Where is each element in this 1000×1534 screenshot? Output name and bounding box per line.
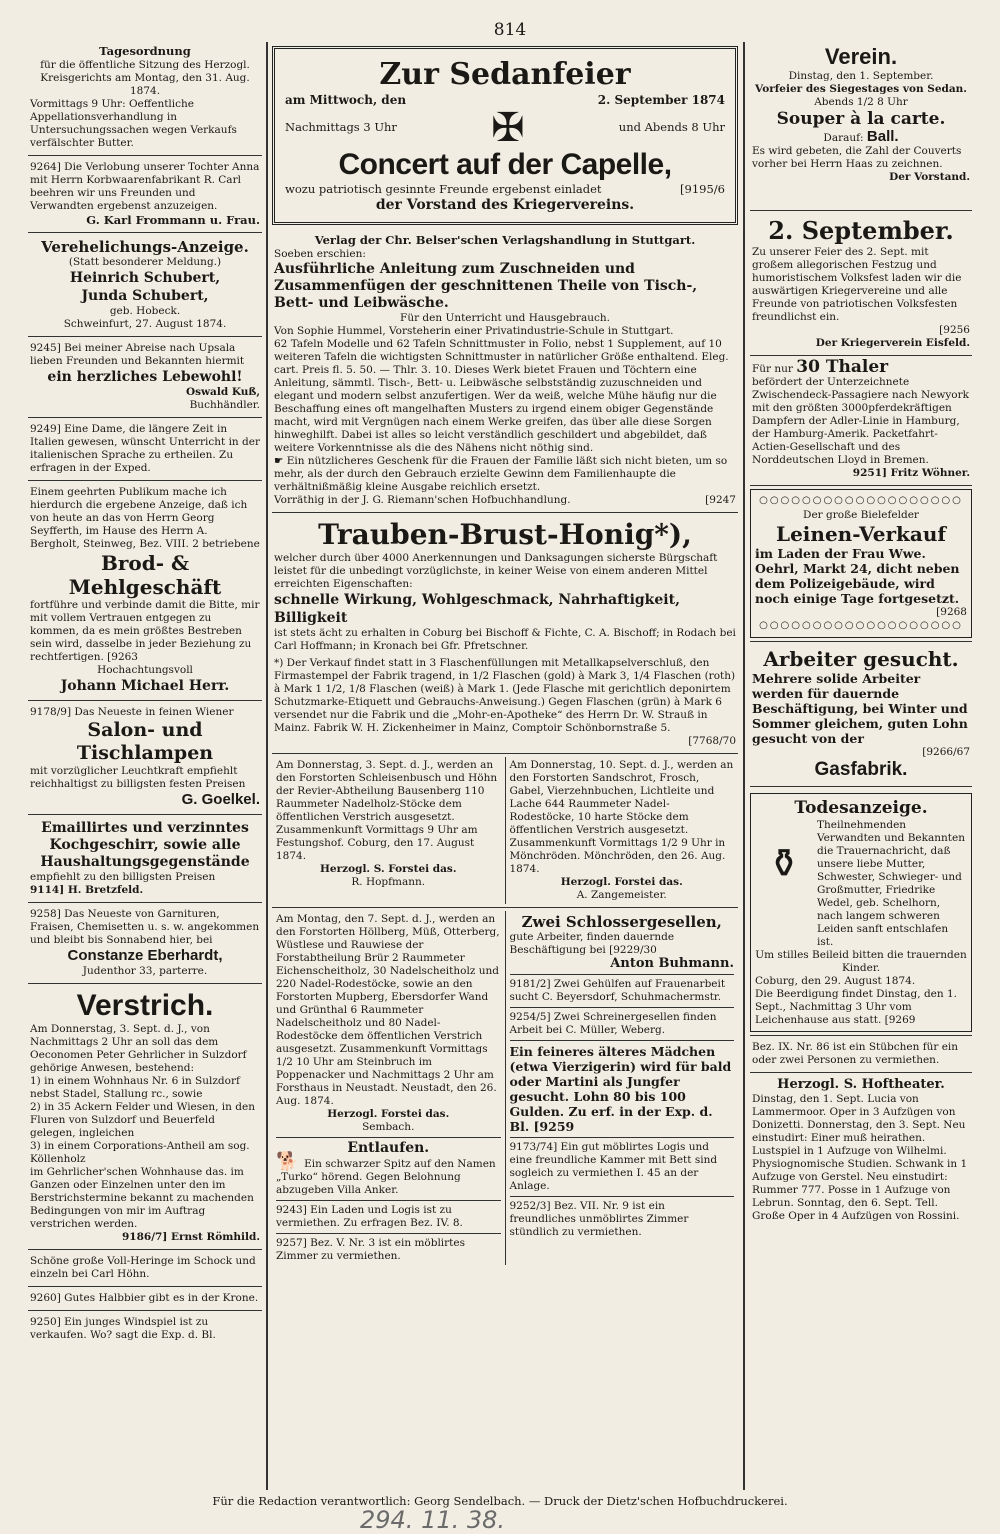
ad-headline: Zwei Schlossergesellen, [521, 912, 722, 931]
ad-head: Verlag der Chr. Belser'schen Verlagshandlung in Stuttgart. [314, 233, 696, 248]
divider [510, 1040, 735, 1041]
divider [272, 907, 738, 908]
ad-headline: Herzogl. S. Hoftheater. [777, 1077, 945, 1093]
tagesordnung-notice [28, 42, 262, 152]
ad-text: Zu unserer Feier des 2. Sept. mit großem allegorischen Festzug und humoristischem Volksfest laden wir die auswärtigen Kriegervereine und alle Freunde von patriotischen Volksfesten freundlichst ein. [752, 246, 962, 323]
verstrich-notice [28, 987, 262, 1246]
ad-text: welcher durch über 4000 Anerkennungen und Danksagungen sicherste Bürgschaft leistet für die unbedingt vorzüglichste, in keiner Weise von einem anderen Mittel erreichten Eigenschaften: [274, 551, 718, 590]
divider [276, 1137, 501, 1138]
forst-notice [506, 757, 739, 904]
pencil-note: 294. 11. 38. [360, 1506, 506, 1534]
ad-text: Vorräthig in der J. G. Riemann'schen Hofbuchhandlung. [274, 493, 571, 506]
notice-text: 9245] Bei meiner Abreise nach Upsala lieben Freunden und Bekannten hiermit [30, 342, 245, 368]
ad-text: mit vorzüglicher Leuchtkraft empfiehlt reichhaltigst zu billigsten festen Preisen [30, 765, 246, 791]
verehelichung-notice [28, 236, 262, 333]
column-middle [272, 42, 738, 1490]
notice-sub: (Statt besonderer Meldung.) [68, 256, 222, 269]
ad-signature: Der Vorstand. [889, 171, 970, 183]
lower-row [272, 911, 738, 1266]
iron-cross-icon: ✠ [491, 104, 525, 151]
notice-signature: Herzogl. S. Forstei das. [320, 862, 457, 875]
ad-signature: Anton Buhmann. [610, 955, 734, 971]
emaille-ad [28, 818, 262, 899]
ornament-border: ○○○○○○○○○○○○○○○○○○○ [759, 619, 963, 631]
divider [28, 336, 262, 337]
notice-title: Entlaufen. [347, 1139, 430, 1156]
ad-headline: Brod- & Mehlgeschäft [68, 551, 222, 600]
ad-text: Dinstag, den 1. Sept. Lucia von Lammermoor. Oper in 3 Aufzügen von Donizetti. Donnerstag, den 3. Sept. Neu einstudirt: Einer muß heirathen. Lustspiel in 1 Aufzuge von Wilhelmi. Physiognomische Studien. Schwank in 1 Aufzuge von Gerstel. Neu einstudirt: Rummer 777. Posse in 1 Aufzuge von Lebrun. Sonntag, den 6. Sept. Tell. Große Oper in 4 Aufzügen von Rossini. [752, 1092, 968, 1222]
notice-title: Todesanzeige. [794, 798, 928, 819]
divider [750, 1035, 972, 1036]
ad-headline: Arbeiter gesucht. [763, 647, 959, 672]
laden-ad: 9243] Ein Laden und Logis ist zu vermiethen. Zu erfragen Bez. IV. 8. [276, 1204, 463, 1230]
sedanfeier-ad [272, 46, 738, 225]
ad-gift: Ein nützlicheres Geschenk für die Frauen der Familie läßt sich nicht bieten, um so mehr, als der durch den Gebrauch erzielte Gewinn dem Familienhaupte die verhältnißmäßig kleine Ausgabe reichlich ersetzt. [274, 454, 728, 493]
ad-text [274, 455, 736, 494]
ad-ref: [9247 [705, 493, 736, 506]
divider [510, 1137, 735, 1138]
ad-ref: [9268 [936, 605, 967, 618]
ad-big: Concert auf der Capelle, [338, 147, 672, 181]
ad-date: 2. September 1874 [597, 93, 725, 107]
ad-time: Abends 1/2 8 Uhr [814, 96, 908, 108]
divider [276, 1200, 501, 1201]
forst-row [272, 757, 738, 904]
verlobung-notice [28, 159, 262, 230]
maedchen-ad: Ein feineres älteres Mädchen (etwa Vierzigerin) wird für bald oder Martini als Jungfer gesucht. Lohn 80 bis 100 Gulden. Zu erf. in der Exp. d. Bl. [9259 [509, 1044, 732, 1135]
divider [28, 983, 262, 984]
divider [272, 753, 738, 754]
notice-signature: Buchhändler. [189, 399, 260, 412]
notice-signature: Herzogl. Forstei das. [560, 875, 683, 888]
divider [28, 417, 262, 418]
divider [28, 814, 262, 815]
abreise-notice [28, 340, 262, 414]
lower-right [506, 911, 739, 1266]
ad-head: Vorfeier des Siegestages von Sedan. [755, 83, 967, 95]
ad-signature: G. Goelkel. [181, 791, 260, 809]
ad-address: Judenthor 33, parterre. [82, 965, 208, 978]
windspiel-ad: 9250] Ein junges Windspiel ist zu verkaufen. Wo? sagt die Exp. d. Bl. [30, 1316, 216, 1342]
lower-left [272, 911, 506, 1266]
divider [750, 786, 972, 787]
theater-ad [750, 1076, 972, 1225]
name-line: geb. Hobeck. [109, 305, 181, 318]
ad-text: im Laden der Frau Wwe. Oehrl, Markt 24, dicht neben dem Polizeigebäude, wird noch einige Tage fortgesetzt. [755, 545, 960, 606]
ad-text: Mehrere solide Arbeiter werden für dauernde Beschäftigung, bei Winter und Sommer gleichem, guten Lohn gesucht von der [752, 671, 968, 747]
ad-text: 9178/9] Das Neueste in feinen Wiener [30, 706, 234, 719]
ad-headline: Emaillirtes und verzinntes Kochgeschirr, sowie alle Haushaltungsgegenstände [40, 820, 250, 871]
grave-monument-icon: ⚱ [767, 841, 801, 888]
ad-time: und Abends 8 Uhr [618, 120, 725, 135]
notice-bitte: Um stilles Beileid bitten die trauernden Kinder. [755, 949, 967, 975]
column-divider [266, 42, 268, 1490]
ornament-border: ○○○○○○○○○○○○○○○○○○○ [759, 495, 963, 506]
honig-ad [272, 516, 738, 750]
ad-signature: Constanze Eberhardt, [67, 947, 223, 965]
divider [28, 155, 262, 156]
divider [750, 210, 972, 211]
ad-text: 9258] Das Neueste von Garnituren, Fraisen, Chemisetten u. s. w. angekommen und bleibt bis Sonnabend hier, bei [30, 908, 260, 947]
divider [510, 1007, 735, 1008]
notice-name: A. Zangemeister. [576, 888, 667, 901]
divider [510, 974, 735, 975]
divider [28, 1310, 262, 1311]
ad-props: schnelle Wirkung, Wohlgeschmack, Nahrhaftigkeit, Billigkeit [274, 591, 680, 626]
verein-ad [750, 42, 972, 186]
entlaufen-text: Ein schwarzer Spitz auf den Namen „Turko“ hörend. Gegen Belohnung abzugeben Villa Anker. [276, 1158, 496, 1197]
notice-text: Theilnehmenden Verwandten und Bekannten die Trauernachricht, daß unsere liebe Mutter, Schwester, Schwieger- und Großmutter, Friedrike Wedel, geb. Schelhorn, nach langem schweren Leiden sanft entschlafen ist. [817, 819, 965, 949]
ad-text: Für den Unterricht und Hausgebrauch. [400, 311, 610, 324]
place-date: Schweinfurt, 27. August 1874. [63, 318, 227, 331]
ad-souper: Souper à la carte. [776, 109, 946, 129]
notice-item: 2) in 35 Ackern Felder und Wiesen, in den Fluren von Sulzdorf und Beuerfeld gelegen, ingleichen [30, 1101, 255, 1140]
ad-ref: [9256 [939, 324, 970, 336]
zimmer-ad: 9257] Bez. V. Nr. 3 ist ein möblirtes Zimmer zu vermiethen. [276, 1237, 465, 1263]
imprint-footer: Für die Redaction verantwortlich: Georg Sendelbach. — Druck der Dietz'schen Hofbuchdruckerei. [212, 1494, 788, 1508]
ad-signature: der Vorstand des Kriegervereins. [375, 197, 635, 214]
todesanzeige [750, 793, 972, 1032]
garnituren-ad [28, 906, 262, 980]
stuebchen-ad: Bez. IX. Nr. 86 ist ein Stübchen für ein oder zwei Personen zu vermiethen. [752, 1041, 959, 1067]
notice-text [276, 1151, 501, 1197]
divider [28, 700, 262, 701]
brod-ad [28, 484, 262, 697]
ad-pre: Für nur [752, 363, 793, 375]
column-right [750, 42, 972, 1490]
halbbier-ad: 9260] Gutes Halbbier gibt es in der Krone. [30, 1292, 259, 1305]
ad-ref: [9266/67 [922, 746, 970, 759]
notice-text: Am Donnerstag, 3. Sept. d. J., werden an den Forstorten Schleisenbusch und Höhn der Revier-Abtheilung Bausenberg 110 Raummeter Nadelholz-Stöcke dem öffentlichen Verstrich ausgesetzt. Zusammenkunft Vormittags 9 Uhr am Festungshof. Coburg, den 17. August 1874. [276, 758, 498, 862]
ad-headline: Salon- und Tischlampen [76, 719, 214, 765]
ad-text: Es wird gebeten, die Zahl der Couverts vorher bei Herrn Haas zu zeichnen. [752, 145, 962, 170]
name-line: Junda Schubert, [81, 288, 209, 305]
ad-signature: Johann Michael Herr. [60, 678, 230, 695]
ad-text: Von Sophie Hummel, Vorsteherin einer Privatindustrie-Schule in Stuttgart. [274, 324, 674, 337]
notice-body: Vormittags 9 Uhr: Oeffentliche Appellationsverhandlung in Untersuchungssachen wegen Verkaufs verfälschter Butter. [30, 97, 237, 149]
page-number: 814 [493, 20, 527, 40]
lampen-ad [28, 704, 262, 811]
ad-signature: 9114] H. Bretzfeld. [30, 884, 144, 897]
divider [28, 1286, 262, 1287]
divider [28, 902, 262, 903]
notice-signature: 9186/7] Ernst Römhild. [121, 1231, 260, 1244]
name-line: Heinrich Schubert, [69, 270, 221, 287]
ad-price: 30 Thaler [796, 357, 889, 377]
divider [510, 1196, 735, 1197]
divider [28, 1249, 262, 1250]
ad-text: befördert der Unterzeichnete Zwischendeck-Passagiere nach Newyork mit den größten 3000pferdekräftigen Dampfern der Adler-Linie in Hamburg, der Hamburg-Amerik. Packetfahrt-Actien-Gesellschaft und des Norddeutschen Lloyd in Bremen. [752, 376, 969, 466]
logis-ad: 9173/74] Ein gut möblirtes Logis und eine freundliche Kammer mit Bett sind sogleich zu vermiethen I. 45 an der Anlage. [509, 1141, 718, 1193]
ad-ref: [9195/6 [680, 181, 725, 196]
ad-signature: 9251] Fritz Wöhner. [852, 467, 970, 479]
notice-text: Am Donnerstag, 10. Sept. d. J., werden an den Forstorten Sandschrot, Frosch, Gabel, Vierzehnbuchen, Lichtleite und Lache 644 Raummeter Nadel-Rodestöcke, 10 harte Stöcke dem öffentlichen Verstrich ausgesetzt. Zusammenkunft Vormittags 1/2 9 Uhr in Mönchröden. Mönchröden, den 26. Aug. 1874. [509, 758, 734, 875]
notice-text: im Gehrlicher'schen Wohnhause das. im Ganzen oder Einzelnen unter den im Berstrichstermine bekannt zu machenden Bedingungen von mir im Auftrag verstrichen werden. [30, 1166, 254, 1231]
notice-title: Tagesordnung [99, 44, 191, 58]
ad-date: am Mittwoch, den [285, 93, 407, 107]
ad-pre: Der große Bielefelder [803, 508, 919, 521]
thaler-ad [750, 359, 972, 482]
ad-signature: Hochachtungsvoll [97, 664, 193, 677]
ad-text: gute Arbeiter, finden dauernde Beschäftigung bei [9229/30 [509, 930, 675, 956]
notice-big: ein herzliches Lebewohl! [47, 369, 243, 386]
divider [750, 355, 972, 356]
ad-text: 62 Tafeln Modelle und 62 Tafeln Schnittmuster in Folio, nebst 1 Supplement, auf 10 weiteren Tafeln die wichtigsten Schnittmuster in natürlicher Größe enthaltend. Eleg. cart. Preis fl. 5. 50. — Thlr. 3. 10. Dieses Werk bietet Frauen und Töchtern eine Anleitung, sämmtl. Tisch-, Bett- u. Leibwäsche selbstständig zuzuschneiden und elegant und modern selbst anzufertigen. Wer da weiß, welche Mühe häufig nur die Beschaffung eines oft mangelhaften Musters zu irgend einem obiger Gegenstände macht, wird mit Vergnügen nach einem Werke greifen, das über alle diese Sorgen hinweghilft. Dabei ist alles so leicht verständlich geschildert und abgebildet, daß weitere Vorkenntnisse als die des Nähens nicht nöthig sind. [274, 337, 729, 454]
heringe-ad: Schöne große Voll-Heringe im Schock und einzeln bei Carl Höhn. [30, 1255, 256, 1281]
ad-headline: Trauben-Brust-Honig*), [318, 517, 692, 551]
gehuelfen-ad: 9181/2] Zwei Gehülfen auf Frauenarbeit sucht C. Beyersdorf, Schuhmachermstr. [509, 978, 726, 1004]
ad-text: fortführe und verbinde damit die Bitte, mir mit vollem Vertrauen entgegen zu kommen, da es mein größtes Bestreben sein wird, dasselbe in jeder Beziehung zu rechtfertigen. [9263 [30, 599, 260, 664]
notice-date: Coburg, den 29. August 1874. [755, 975, 916, 988]
notice-text: Am Donnerstag, 3. Sept. d. J., von Nachmittags 2 Uhr an soll das dem Oeconomen Peter Gehrlicher in Sulzdorf gehörige Anwesen, bestehend: [30, 1023, 247, 1075]
notice-signature: Herzogl. Forstei das. [327, 1107, 450, 1120]
ad-signature: Gasfabrik. [814, 759, 908, 781]
notice-title: Verstrich. [76, 989, 214, 1023]
notice-text: 9249] Eine Dame, die längere Zeit in Italien gewesen, wünscht Unterricht in der italienischen Sprache zu ertheilen. Zu erfragen in der Exped. [30, 423, 260, 475]
ad-title: Ausführliche Anleitung zum Zuschneiden und Zusammenfügen der geschnittenen Theile von Tisch-, Bett- und Leibwäsche. [274, 260, 698, 311]
schreiner-ad: 9254/5] Zwei Schreinergesellen finden Arbeit bei C. Müller, Weberg. [509, 1011, 717, 1037]
hand-pointer-icon: ☛ [274, 454, 287, 467]
ad-text: ist stets ächt zu erhalten in Coburg bei Bischoff & Fichte, C. A. Bischoff; in Rodach bei Carl Hoffmann; in Kronach bei Gfr. Pfretschner. [274, 626, 736, 652]
notice-item: 3) in einem Corporations-Antheil am sog. Köllenholz [30, 1140, 250, 1166]
ad-ball-pre: Darauf: [823, 132, 864, 144]
column-divider [743, 42, 745, 1490]
forst-notice [272, 757, 506, 904]
notice-signature: Oswald Kuß, [185, 386, 260, 399]
divider [276, 1233, 501, 1234]
zimmer-ad: 9252/3] Bez. VII. Nr. 9 ist ein freundliches unmöblirtes Zimmer stündlich zu vermiethen. [509, 1200, 689, 1239]
ad-headline: Zur Sedanfeier [379, 57, 631, 92]
notice-text: Die Beerdigung findet Dinstag, den 1. Sept., Nachmittag 3 Uhr vom Leichenhause aus statt. [9269 [755, 988, 957, 1027]
divider [28, 480, 262, 481]
notice-text: 9264] Die Verlobung unserer Tochter Anna mit Herrn Korbwaarenfabrikant R. Carl beehren wir uns Freunden und Verwandten ergebenst anzuzeigen. [30, 160, 260, 212]
ad-date: Dinstag, den 1. September. [788, 70, 934, 82]
divider [750, 1072, 972, 1073]
leinen-ad [750, 489, 972, 638]
ad-headline: Leinen-Verkauf [776, 521, 946, 546]
notice-name: Sembach. [362, 1120, 415, 1133]
notice-title: Verehelichungs-Anzeige. [41, 238, 249, 257]
ad-ball: Ball. [866, 128, 899, 145]
ad-ref: [7768/70 [688, 734, 736, 747]
notice-text: Am Montag, den 7. Sept. d. J., werden an den Forstorten Höllberg, Müß, Otterberg, Wüstlese und Rauwiese der Forstabtheilung Brür 2 Raummeter Eichenscheitholz, 30 Nadelscheitholz und 220 Nadel-Rodestöcke, sowie an den Forstorten Mupberg, Ebersdorfer Wand und Grünthal 6 Raummeter Nadelscheitholz und 80 Nadel-Rodestöcke dem öffentlichen Verstrich ausgesetzt. Zusammenkunft Vormittags 1/2 10 Uhr am Steinbruch im Poppenacker und Nachmittags 2 Uhr am Forsthaus in Neustadt. Neustadt, den 26. Aug. 1874. [276, 912, 500, 1107]
ad-footnote: *) Der Verkauf findet statt in 3 Flaschenfüllungen mit Metallkapselverschluß, den Firmastempel der Fabrik tragend, in 1/2 Flaschen (gold) à Mark 3, 1/4 Flaschen (roth) à Mark 1 1/2, 1/8 Flaschen (weiß) à Mark 1. (Jede Flasche mit gerichtlich deponirtem Schutzmarke-Etiquett und Gebrauchs-Anweisung.) Gegen Flaschen (grün) à Mark 6 versendet nur die Fabrik und die „Mohr-en-Apotheke“ des Herrn Dr. W. Strauß in Mainz. Fabrik W. H. Zickenheimer in Mainz, Comptoir Schönbornstraße 5. [274, 656, 736, 734]
notice-text: für die öffentliche Sitzung des Herzogl. Kreisgerichts am Montag, den 31. Aug. 1874. [40, 58, 250, 97]
ad-text: Einem geehrten Publikum mache ich hierdurch die ergebene Anzeige, daß ich von heute an das von Herrn Georg Seyfferth, im Hause des Herrn A. Bergholt, Steinweg, Bez. VIII. 2 betriebene [30, 486, 260, 551]
ad-sub: Soeben erschien: [274, 247, 366, 260]
ad-text: empfiehlt zu den billigsten Preisen [30, 871, 216, 884]
dame-notice [28, 421, 262, 477]
dog-icon: 🐕 [276, 1151, 305, 1173]
divider [750, 485, 972, 486]
notice-name: R. Hopfmann. [351, 875, 426, 888]
column-left [28, 42, 262, 1490]
ad-signature: Der Kriegerverein Eisfeld. [815, 337, 970, 349]
ad-text: wozu patriotisch gesinnte Freunde ergebenst einladet [285, 181, 602, 196]
ad-time: Nachmittags 3 Uhr [285, 120, 397, 135]
arbeiter-ad [750, 645, 972, 783]
september-ad [750, 214, 972, 352]
divider [28, 232, 262, 233]
verlag-ad [272, 231, 738, 509]
notice-item: 1) in einem Wohnhaus Nr. 6 in Sulzdorf nebst Stadel, Stallung rc., sowie [30, 1075, 240, 1101]
notice-signature: G. Karl Frommann u. Frau. [86, 212, 260, 227]
divider [750, 641, 972, 642]
divider [272, 512, 738, 513]
ad-headline: 2. September. [768, 216, 954, 245]
ad-headline: Verein. [824, 44, 898, 69]
